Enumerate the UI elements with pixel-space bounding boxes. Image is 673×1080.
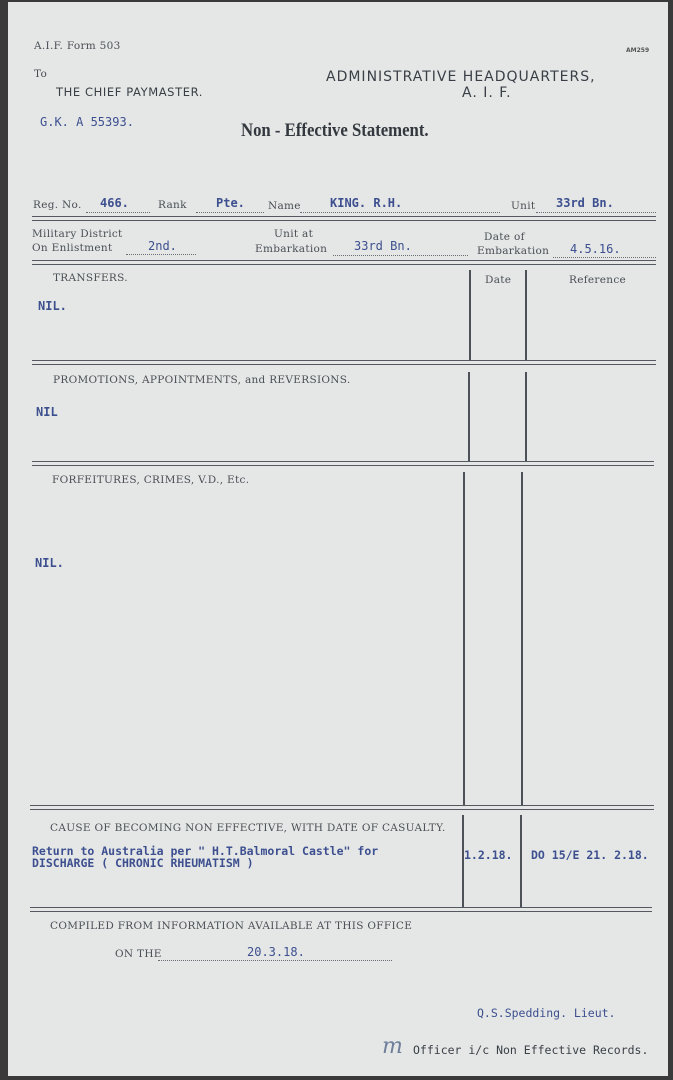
forfeitures-value: NIL. (35, 556, 64, 570)
reference-number: G.K. A 55393. (40, 115, 134, 129)
date-emb-label-1: Date of (484, 231, 525, 243)
name-value: KING. R.H. (330, 196, 403, 210)
reference-column-header: Reference (569, 274, 627, 286)
stamp-code: AM259 (626, 47, 650, 54)
handwritten-initials: m (382, 1034, 403, 1059)
signatory-office: Officer i/c Non Effective Records. (413, 1043, 649, 1057)
reg-no-value: 466. (100, 196, 129, 210)
hq-line-1: ADMINISTRATIVE HEADQUARTERS, (326, 69, 596, 85)
forfeitures-heading: FORFEITURES, CRIMES, V.D., Etc. (52, 474, 250, 486)
district-label-2: On Enlistment (32, 242, 113, 254)
unit-emb-label-1: Unit at (274, 228, 314, 240)
promotions-value: NIL (36, 405, 58, 419)
form-label: A.I.F. Form 503 (34, 40, 121, 52)
unit-emb-value: 33rd Bn. (354, 239, 412, 253)
unit-label: Unit (511, 200, 536, 212)
on-the-label: ON THE (115, 948, 162, 960)
rank-label: Rank (158, 199, 187, 211)
district-label-1: Military District (32, 228, 123, 240)
transfers-value: NIL. (38, 299, 67, 313)
rank-value: Pte. (216, 196, 245, 210)
cause-reference: DO 15/E 21. 2.18. (531, 848, 649, 862)
cause-date: 1.2.18. (464, 848, 513, 862)
to-label: To (34, 68, 48, 80)
unit-value: 33rd Bn. (556, 196, 614, 210)
cause-heading: CAUSE OF BECOMING NON EFFECTIVE, WITH DATE OF CASUALTY. (50, 822, 446, 834)
hq-line-2: A. I. F. (462, 85, 512, 101)
signatory-name: Q.S.Spedding. Lieut. (477, 1006, 616, 1020)
date-emb-label-2: Embarkation (477, 245, 550, 257)
name-label: Name (268, 200, 301, 212)
unit-emb-label-2: Embarkation (255, 243, 328, 255)
reg-no-label: Reg. No. (33, 199, 82, 211)
cause-line-2: DISCHARGE ( CHRONIC RHEUMATISM ) (32, 856, 254, 870)
compiled-date: 20.3.18. (247, 945, 305, 959)
addressee: THE CHIEF PAYMASTER. (56, 85, 204, 99)
document-title: Non - Effective Statement. (241, 120, 429, 141)
promotions-heading: PROMOTIONS, APPOINTMENTS, and REVERSIONS. (53, 374, 351, 386)
transfers-heading: TRANSFERS. (53, 272, 128, 284)
document-page (8, 2, 668, 1076)
compiled-text: COMPILED FROM INFORMATION AVAILABLE AT THIS OFFICE (50, 920, 413, 932)
date-emb-value: 4.5.16. (570, 242, 621, 256)
cause-line-1: Return to Australia per " H.T.Balmoral Castle" for (32, 844, 379, 858)
date-column-header: Date (485, 274, 512, 286)
district-value: 2nd. (148, 239, 177, 253)
